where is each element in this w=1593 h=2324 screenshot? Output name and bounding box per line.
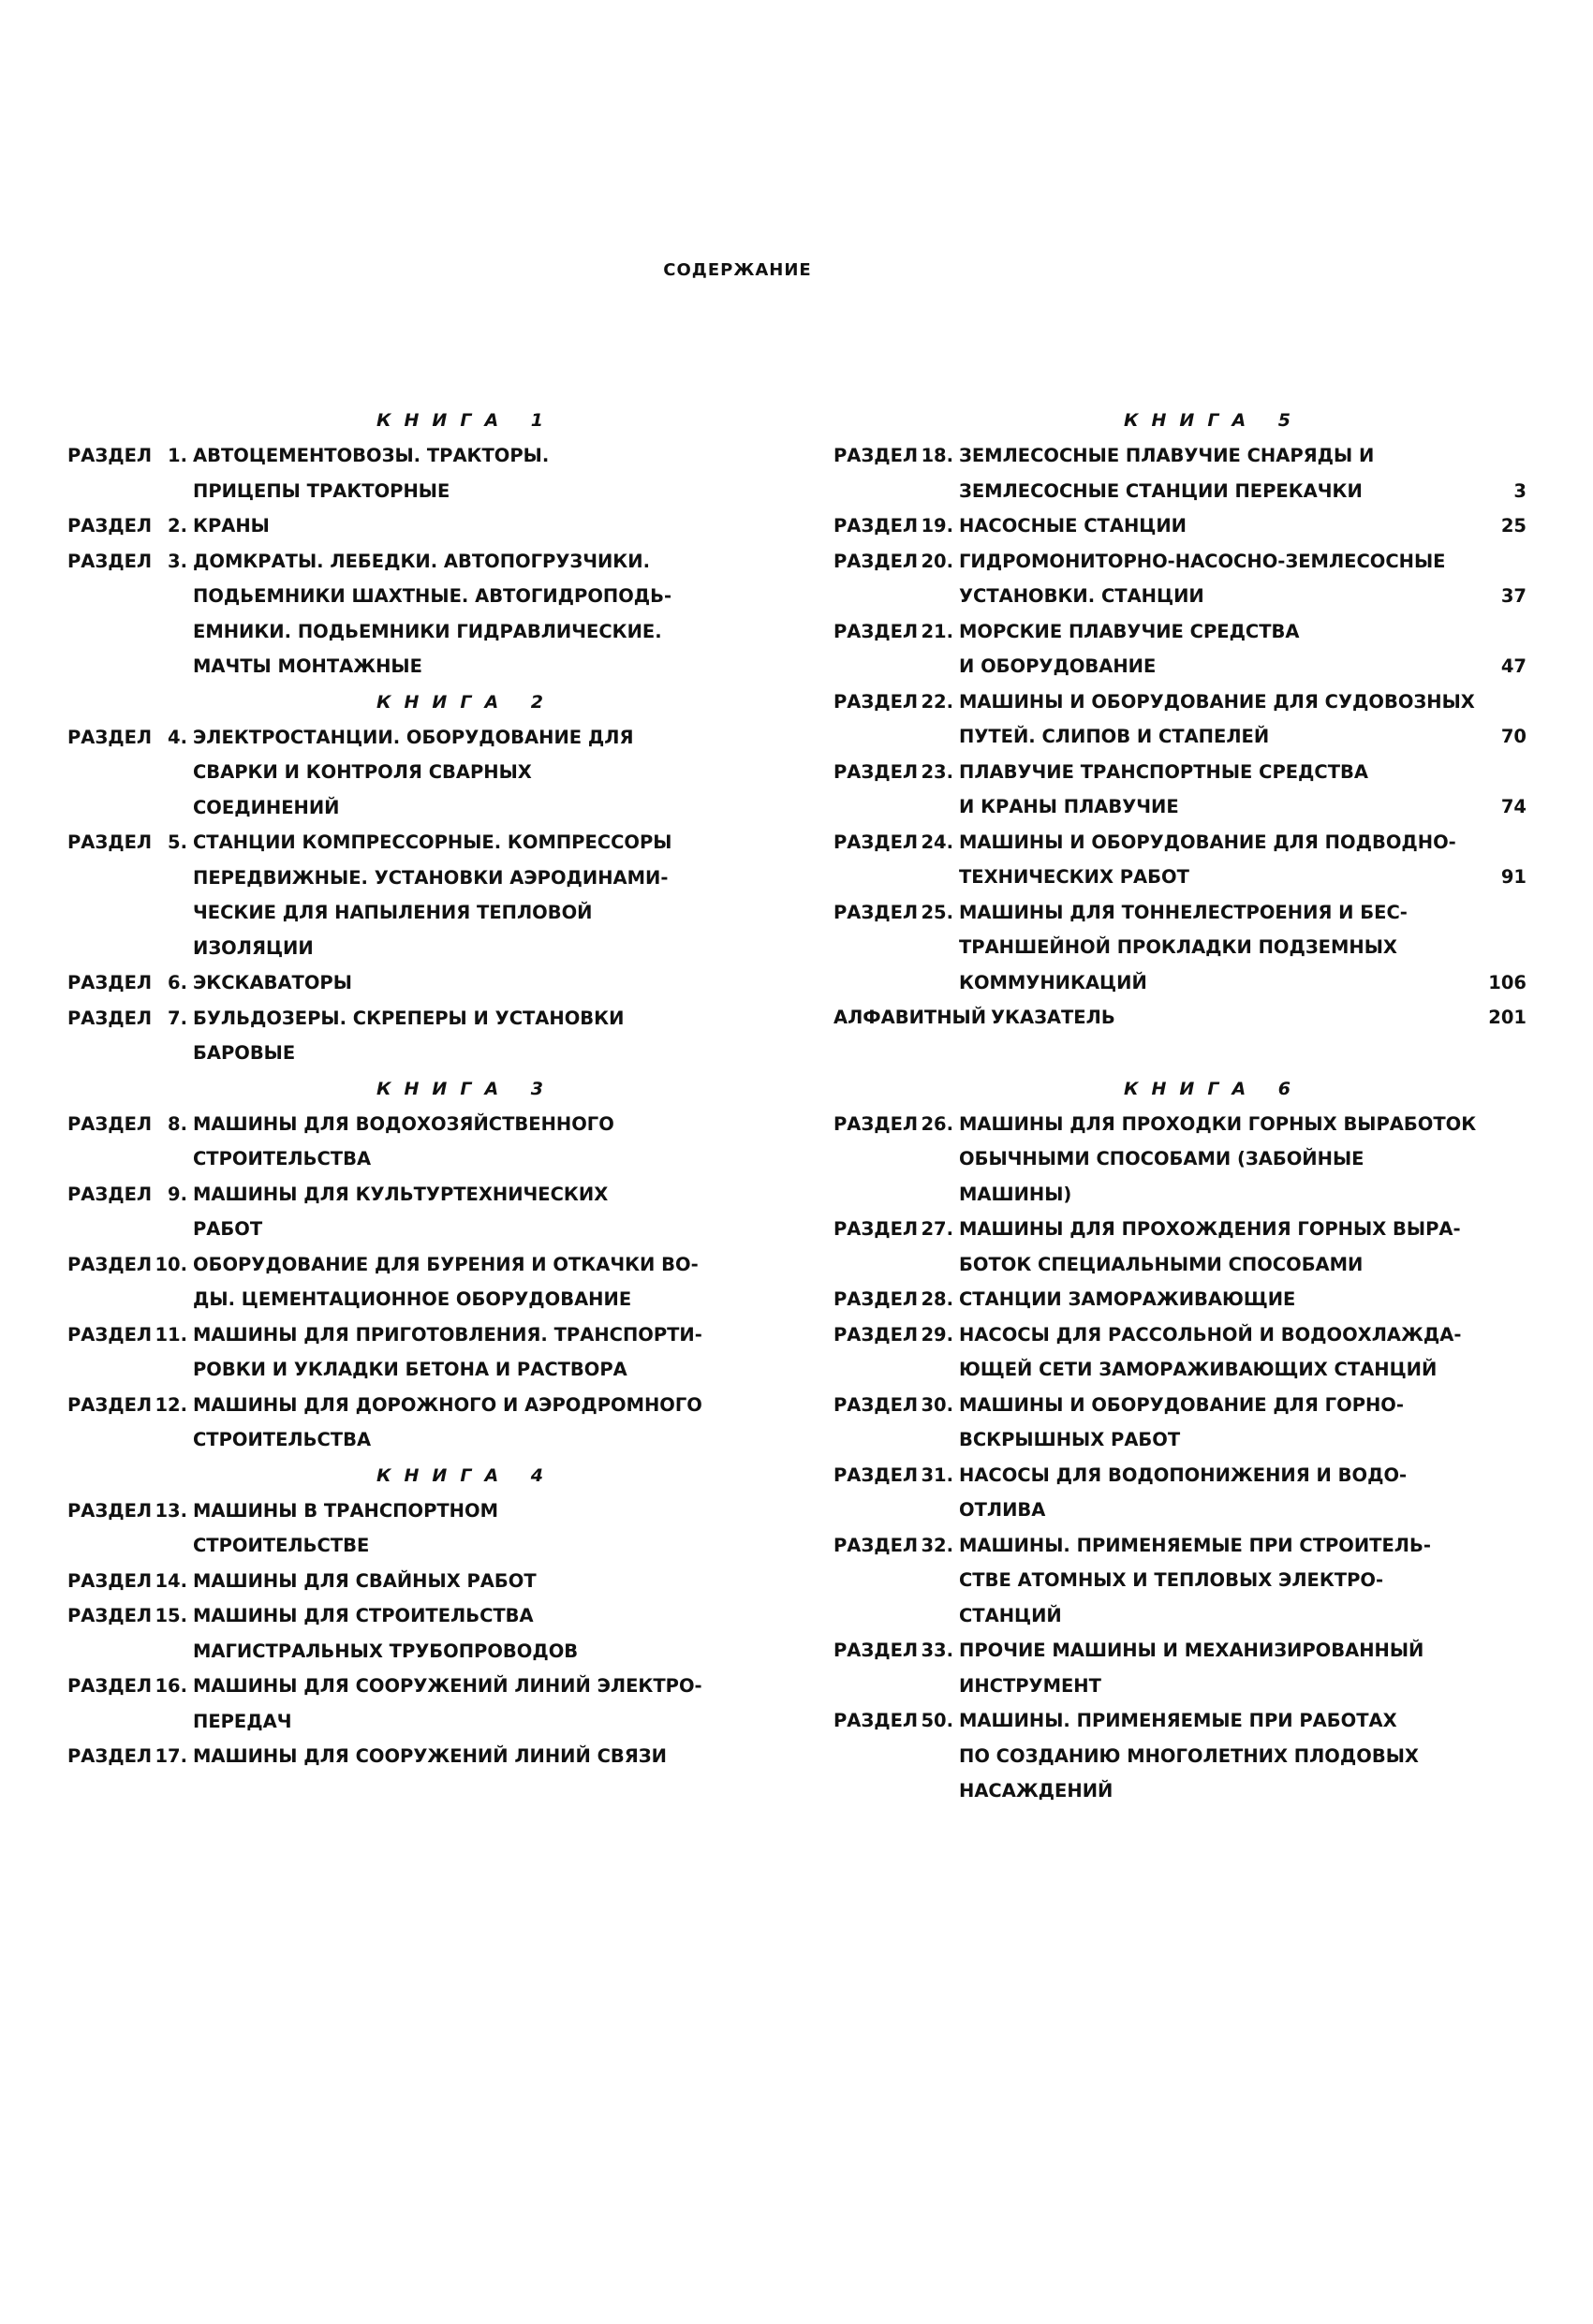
section-title-line: МАШИНЫ И ОБОРУДОВАНИЕ ДЛЯ ГОРНО- — [959, 1393, 1404, 1416]
section-title-line: БУЛЬДОЗЕРЫ. СКРЕПЕРЫ И УСТАНОВКИ — [193, 1007, 625, 1029]
section-title-line: ПРИЦЕПЫ ТРАКТОРНЫЕ — [193, 479, 450, 502]
index-label: АЛФАВИТНЫЙ — [833, 1007, 987, 1028]
section-title-line: ТЕХНИЧЕСКИХ РАБОТ — [959, 866, 1189, 888]
section-number: 8. — [168, 1112, 187, 1135]
toc-entry — [67, 508, 789, 544]
section-title — [959, 755, 1390, 825]
toc-entry — [833, 684, 1527, 755]
book-heading: КНИГА 6 — [1124, 1078, 1304, 1099]
section-title-line: ЗЕМЛЕСОСНЫЕ ПЛАВУЧИЕ СНАРЯДЫ И — [959, 445, 1375, 466]
section-title-line: МАШИНЫ И ОБОРУДОВАНИЕ ДЛЯ СУДОВОЗНЫХ — [959, 690, 1475, 713]
section-label: РАЗДЕЛ — [67, 1569, 153, 1592]
section-label: РАЗДЕЛ — [67, 1253, 153, 1275]
section-title — [959, 544, 1446, 614]
book-heading: КНИГА 2 — [376, 691, 556, 713]
section-label: РАЗДЕЛ — [67, 1183, 153, 1205]
toc-entry — [833, 755, 1527, 825]
section-number: 9. — [168, 1183, 187, 1205]
section-number: 29. — [921, 1323, 953, 1346]
toc-entry — [67, 1107, 789, 1177]
index-title-line: УКАЗАТЕЛЬ — [991, 1007, 1115, 1028]
section-label: РАЗДЕЛ — [67, 1745, 153, 1767]
section-title-line: МАШИНЫ В ТРАНСПОРТНОМ — [193, 1499, 498, 1522]
section-label: РАЗДЕЛ — [833, 1112, 919, 1135]
toc-left-column — [67, 403, 789, 1774]
page-number: 47 — [1500, 655, 1527, 677]
toc-entry — [67, 1001, 789, 1071]
section-label: РАЗДЕЛ — [833, 1534, 919, 1556]
section-label: РАЗДЕЛ — [833, 1218, 919, 1240]
section-label: РАЗДЕЛ — [67, 972, 153, 993]
section-label: РАЗДЕЛ — [833, 620, 919, 642]
section-title-line: МОРСКИЕ ПЛАВУЧИЕ СРЕДСТВА — [959, 620, 1300, 642]
section-title-line: ОБОРУДОВАНИЕ ДЛЯ БУРЕНИЯ И ОТКАЧКИ ВО- — [193, 1253, 699, 1275]
toc-entry — [833, 614, 1527, 684]
toc-entry — [67, 825, 789, 965]
section-title-line: НАСОСЫ ДЛЯ ВОДОПОНИЖЕНИЯ И ВОДО- — [959, 1464, 1408, 1486]
section-number: 17. — [155, 1745, 187, 1767]
section-title — [959, 684, 1475, 755]
section-title-line: СТАНЦИЙ — [959, 1604, 1062, 1626]
section-title-line: НАСОСНЫЕ СТАНЦИИ — [959, 515, 1187, 537]
section-title — [193, 1247, 717, 1317]
toc-entry — [67, 1598, 789, 1669]
toc-right-column — [833, 403, 1527, 1809]
section-title-line: КРАНЫ — [193, 515, 270, 537]
toc-entry — [833, 1107, 1527, 1213]
section-number: 7. — [168, 1007, 187, 1029]
section-label: РАЗДЕЛ — [67, 1112, 153, 1135]
book-heading: КНИГА 3 — [376, 1078, 556, 1099]
toc-entry — [67, 1177, 789, 1247]
section-title-line: СТАНЦИИ ЗАМОРАЖИВАЮЩИЕ — [959, 1288, 1296, 1310]
section-title-line: ДЫ. ЦЕМЕНТАЦИОННОЕ ОБОРУДОВАНИЕ — [193, 1288, 632, 1310]
section-number: 32. — [921, 1534, 953, 1556]
section-title-line: ИЗОЛЯЦИИ — [193, 936, 314, 959]
section-title-line: ТРАНШЕЙНОЙ ПРОКЛАДКИ ПОДЗЕМНЫХ — [959, 936, 1397, 958]
section-number: 15. — [155, 1605, 187, 1626]
section-number: 23. — [921, 760, 953, 783]
section-title — [193, 825, 717, 965]
toc-entry-index — [833, 1000, 1527, 1036]
section-title — [959, 895, 1408, 1001]
section-title-line: ЕМНИКИ. ПОДЬЕМНИКИ ГИДРАВЛИЧЕСКИЕ. — [193, 620, 662, 642]
section-number: 1. — [168, 445, 187, 466]
section-number: 30. — [921, 1393, 953, 1416]
section-number: 16. — [155, 1675, 187, 1697]
section-title — [193, 1107, 717, 1177]
section-title-line: ПУТЕЙ. СЛИПОВ И СТАПЕЛЕЙ — [959, 726, 1270, 747]
section-number: 33. — [921, 1640, 953, 1661]
section-title-line: СТРОИТЕЛЬСТВЕ — [193, 1535, 370, 1556]
section-title — [959, 1633, 1424, 1703]
section-title-line: ЗЕМЛЕСОСНЫЕ СТАНЦИИ ПЕРЕКАЧКИ — [959, 479, 1363, 502]
section-title-line: МАШИНЫ. ПРИМЕНЯЕМЫЕ ПРИ РАБОТАХ — [959, 1710, 1397, 1731]
toc-entry — [67, 438, 789, 508]
section-title-line: МАШИНЫ) — [959, 1183, 1072, 1205]
section-label: РАЗДЕЛ — [67, 445, 153, 466]
section-title-line: МАШИНЫ ДЛЯ СТРОИТЕЛЬСТВА — [193, 1605, 534, 1626]
section-label: РАЗДЕЛ — [67, 726, 153, 748]
section-title-line: СТРОИТЕЛЬСТВА — [193, 1429, 372, 1450]
toc-entry — [67, 1247, 789, 1317]
section-title — [193, 1001, 717, 1071]
section-title — [193, 1669, 717, 1739]
section-number: 27. — [921, 1218, 953, 1240]
section-title-line: ИНСТРУМЕНТ — [959, 1674, 1101, 1697]
section-title-line: КОММУНИКАЦИЙ — [959, 971, 1147, 993]
section-title-line: МАШИНЫ ДЛЯ СООРУЖЕНИЙ ЛИНИЙ ЭЛЕКТРО- — [193, 1675, 702, 1697]
section-number: 24. — [921, 831, 953, 853]
section-title-line: РОВКИ И УКЛАДКИ БЕТОНА И РАСТВОРА — [193, 1359, 627, 1380]
section-label: РАЗДЕЛ — [833, 1323, 919, 1346]
toc-entry — [833, 1388, 1527, 1458]
section-label: РАЗДЕЛ — [67, 550, 153, 572]
section-title-line: БОТОК СПЕЦИАЛЬНЫМИ СПОСОБАМИ — [959, 1253, 1364, 1275]
toc-entry — [67, 1493, 789, 1564]
section-title — [959, 1388, 1404, 1458]
section-title-line: АВТОЦЕМЕНТОВОЗЫ. ТРАКТОРЫ. — [193, 445, 550, 466]
section-title-line: ЧЕСКИЕ ДЛЯ НАПЫЛЕНИЯ ТЕПЛОВОЙ — [193, 902, 593, 923]
section-title-line: МАШИНЫ. ПРИМЕНЯЕМЫЕ ПРИ СТРОИТЕЛЬ- — [959, 1534, 1431, 1556]
section-title-line: МАЧТЫ МОНТАЖНЫЕ — [193, 655, 422, 677]
section-label: РАЗДЕЛ — [833, 690, 919, 713]
book-heading: КНИГА 5 — [1124, 410, 1304, 431]
toc-entry — [833, 1282, 1527, 1317]
section-number: 21. — [921, 620, 953, 642]
section-title — [959, 1458, 1408, 1528]
page-number: 91 — [1500, 866, 1527, 888]
section-label: РАЗДЕЛ — [67, 1393, 153, 1416]
section-number: 18. — [921, 445, 953, 466]
page-number: 3 — [1513, 479, 1527, 502]
section-number: 3. — [168, 550, 187, 572]
section-title — [959, 825, 1456, 895]
section-number: 28. — [921, 1288, 953, 1310]
section-title — [193, 544, 717, 684]
section-title-line: СТАНЦИИ КОМПРЕССОРНЫЕ. КОМПРЕССОРЫ — [193, 831, 672, 853]
page-number: 70 — [1500, 726, 1527, 747]
section-title-line: ПОДЬЕМНИКИ ШАХТНЫЕ. АВТОГИДРОПОДЬ- — [193, 585, 672, 607]
section-number: 4. — [168, 726, 187, 748]
section-title — [959, 438, 1390, 508]
page-number: 25 — [1500, 515, 1527, 537]
section-number: 31. — [921, 1464, 953, 1486]
section-label: РАЗДЕЛ — [833, 1393, 919, 1416]
section-title — [193, 438, 717, 508]
section-number: 26. — [921, 1112, 953, 1135]
section-title — [193, 1598, 717, 1669]
section-label: РАЗДЕЛ — [833, 760, 919, 783]
section-number: 10. — [155, 1253, 187, 1275]
section-title-line: ПЕРЕДВИЖНЫЕ. УСТАНОВКИ АЭРОДИНАМИ- — [193, 866, 669, 889]
section-label: РАЗДЕЛ — [67, 515, 153, 537]
toc-entry — [67, 965, 789, 1001]
section-title-line: ПО СОЗДАНИЮ МНОГОЛЕТНИХ ПЛОДОВЫХ — [959, 1744, 1419, 1767]
section-label: РАЗДЕЛ — [833, 1464, 919, 1486]
section-title — [959, 1317, 1462, 1388]
section-title — [193, 1564, 717, 1599]
section-label: РАЗДЕЛ — [833, 831, 919, 853]
section-title — [959, 614, 1390, 684]
section-title-line: БАРОВЫЕ — [193, 1042, 296, 1064]
section-title-line: СТРОИТЕЛЬСТВА — [193, 1148, 372, 1169]
toc-entry — [833, 825, 1527, 895]
section-label: РАЗДЕЛ — [67, 1323, 153, 1346]
book-heading: КНИГА 4 — [376, 1464, 556, 1486]
section-label: РАЗДЕЛ — [833, 1640, 919, 1661]
section-title-line: МАШИНЫ ДЛЯ ПРОХОЖДЕНИЯ ГОРНЫХ ВЫРА- — [959, 1218, 1461, 1240]
index-title — [991, 1000, 1347, 1036]
section-label: РАЗДЕЛ — [833, 1288, 919, 1310]
section-number: 19. — [921, 515, 953, 537]
section-title — [959, 1703, 1419, 1809]
section-title — [193, 1388, 717, 1458]
toc-entry — [833, 1703, 1527, 1809]
section-label: РАЗДЕЛ — [833, 445, 919, 466]
section-title-line: МАШИНЫ ДЛЯ ВОДОХОЗЯЙСТВЕННОГО — [193, 1112, 614, 1135]
section-title — [959, 1528, 1431, 1634]
book-heading: КНИГА 1 — [376, 410, 556, 431]
section-title-line: МАШИНЫ ДЛЯ СВАЙНЫХ РАБОТ — [193, 1569, 537, 1592]
section-title-line: ПРОЧИЕ МАШИНЫ И МЕХАНИЗИРОВАННЫЙ — [959, 1640, 1424, 1661]
section-title — [193, 508, 717, 544]
toc-entry — [833, 1458, 1527, 1528]
section-number: 14. — [155, 1569, 187, 1592]
section-title-line: УСТАНОВКИ. СТАНЦИИ — [959, 585, 1204, 607]
section-number: 13. — [155, 1499, 187, 1522]
toc-entry — [833, 1633, 1527, 1703]
section-title-line: И КРАНЫ ПЛАВУЧИЕ — [959, 796, 1179, 817]
section-number: 25. — [921, 901, 953, 923]
section-title — [959, 1107, 1477, 1213]
toc-entry — [67, 1739, 789, 1774]
page-number: 201 — [1488, 1007, 1527, 1028]
toc-entry — [67, 1669, 789, 1739]
section-title — [193, 1177, 717, 1247]
section-title-line: ЭКСКАВАТОРЫ — [193, 972, 352, 993]
section-number: 50. — [921, 1710, 953, 1731]
toc-entry — [833, 1212, 1527, 1282]
section-title — [193, 965, 717, 1001]
toc-entry — [833, 895, 1527, 1001]
section-number: 11. — [155, 1323, 187, 1346]
toc-entry — [67, 720, 789, 826]
section-title — [193, 720, 717, 826]
section-label: РАЗДЕЛ — [67, 1605, 153, 1626]
section-title — [193, 1493, 717, 1564]
section-number: 20. — [921, 550, 953, 572]
toc-entry — [833, 438, 1527, 508]
section-title-line: ДОМКРАТЫ. ЛЕБЕДКИ. АВТОПОГРУЗЧИКИ. — [193, 550, 650, 572]
section-title-line: РАБОТ — [193, 1218, 263, 1240]
toc-entry — [833, 1528, 1527, 1634]
section-title-line: ПЕРЕДАЧ — [193, 1710, 292, 1732]
section-label: РАЗДЕЛ — [67, 1007, 153, 1029]
page-number: 74 — [1500, 796, 1527, 817]
section-label: РАЗДЕЛ — [833, 550, 919, 572]
section-label: РАЗДЕЛ — [833, 1710, 919, 1731]
section-title-line: ОБЫЧНЫМИ СПОСОБАМИ (ЗАБОЙНЫЕ — [959, 1148, 1364, 1169]
section-title-line: МАШИНЫ ДЛЯ ПРОХОДКИ ГОРНЫХ ВЫРАБОТОК — [959, 1112, 1477, 1135]
section-label: РАЗДЕЛ — [67, 831, 153, 853]
section-title-line: И ОБОРУДОВАНИЕ — [959, 655, 1157, 677]
toc-entry — [833, 544, 1527, 614]
section-title — [959, 1282, 1390, 1317]
section-label: РАЗДЕЛ — [833, 515, 919, 537]
toc-entry — [833, 508, 1527, 544]
toc-entry — [833, 1317, 1527, 1388]
section-title-line: МАШИНЫ ДЛЯ СООРУЖЕНИЙ ЛИНИЙ СВЯЗИ — [193, 1745, 667, 1767]
section-title-line: МАГИСТРАЛЬНЫХ ТРУБОПРОВОДОВ — [193, 1640, 579, 1662]
section-title-line: ПЛАВУЧИЕ ТРАНСПОРТНЫЕ СРЕДСТВА — [959, 760, 1368, 783]
section-number: 12. — [155, 1393, 187, 1416]
section-title-line: ОТЛИВА — [959, 1499, 1046, 1521]
section-title-line: ГИДРОМОНИТОРНО-НАСОСНО-ЗЕМЛЕСОСНЫЕ — [959, 550, 1446, 572]
section-title-line: МАШИНЫ И ОБОРУДОВАНИЕ ДЛЯ ПОДВОДНО- — [959, 831, 1456, 853]
section-label: РАЗДЕЛ — [833, 901, 919, 923]
section-title-line: ЮЩЕЙ СЕТИ ЗАМОРАЖИВАЮЩИХ СТАНЦИЙ — [959, 1359, 1438, 1380]
page-number: 106 — [1488, 971, 1527, 993]
section-title-line: МАШИНЫ ДЛЯ ПРИГОТОВЛЕНИЯ. ТРАНСПОРТИ- — [193, 1323, 702, 1346]
section-title-line: МАШИНЫ ДЛЯ ТОННЕЛЕСТРОЕНИЯ И БЕС- — [959, 901, 1408, 923]
section-number: 6. — [168, 972, 187, 993]
section-title — [959, 1212, 1461, 1282]
toc-entry — [67, 1388, 789, 1458]
section-title-line: СТВЕ АТОМНЫХ И ТЕПЛОВЫХ ЭЛЕКТРО- — [959, 1569, 1384, 1591]
section-title-line: СОЕДИНЕНИЙ — [193, 796, 340, 818]
section-title — [193, 1317, 717, 1388]
toc-entry — [67, 1317, 789, 1388]
page-number: 37 — [1500, 585, 1527, 607]
section-label: РАЗДЕЛ — [67, 1499, 153, 1522]
page-title: СОДЕРЖАНИЕ — [663, 260, 812, 280]
section-number: 2. — [168, 515, 187, 537]
section-title — [193, 1739, 717, 1774]
section-title-line: МАШИНЫ ДЛЯ ДОРОЖНОГО И АЭРОДРОМНОГО — [193, 1393, 702, 1416]
section-title-line: ВСКРЫШНЫХ РАБОТ — [959, 1429, 1181, 1450]
section-number: 22. — [921, 690, 953, 713]
section-title — [959, 508, 1390, 544]
section-title-line: НАСАЖДЕНИЙ — [959, 1780, 1114, 1802]
section-label: РАЗДЕЛ — [67, 1675, 153, 1697]
section-title-line: СВАРКИ И КОНТРОЛЯ СВАРНЫХ — [193, 761, 532, 783]
toc-entry — [67, 544, 789, 684]
section-title-line: ЭЛЕКТРОСТАНЦИИ. ОБОРУДОВАНИЕ ДЛЯ — [193, 726, 634, 748]
toc-entry — [67, 1564, 789, 1599]
section-title-line: НАСОСЫ ДЛЯ РАССОЛЬНОЙ И ВОДООХЛАЖДА- — [959, 1323, 1462, 1346]
section-title-line: МАШИНЫ ДЛЯ КУЛЬТУРТЕХНИЧЕСКИХ — [193, 1183, 609, 1205]
section-number: 5. — [168, 831, 187, 853]
